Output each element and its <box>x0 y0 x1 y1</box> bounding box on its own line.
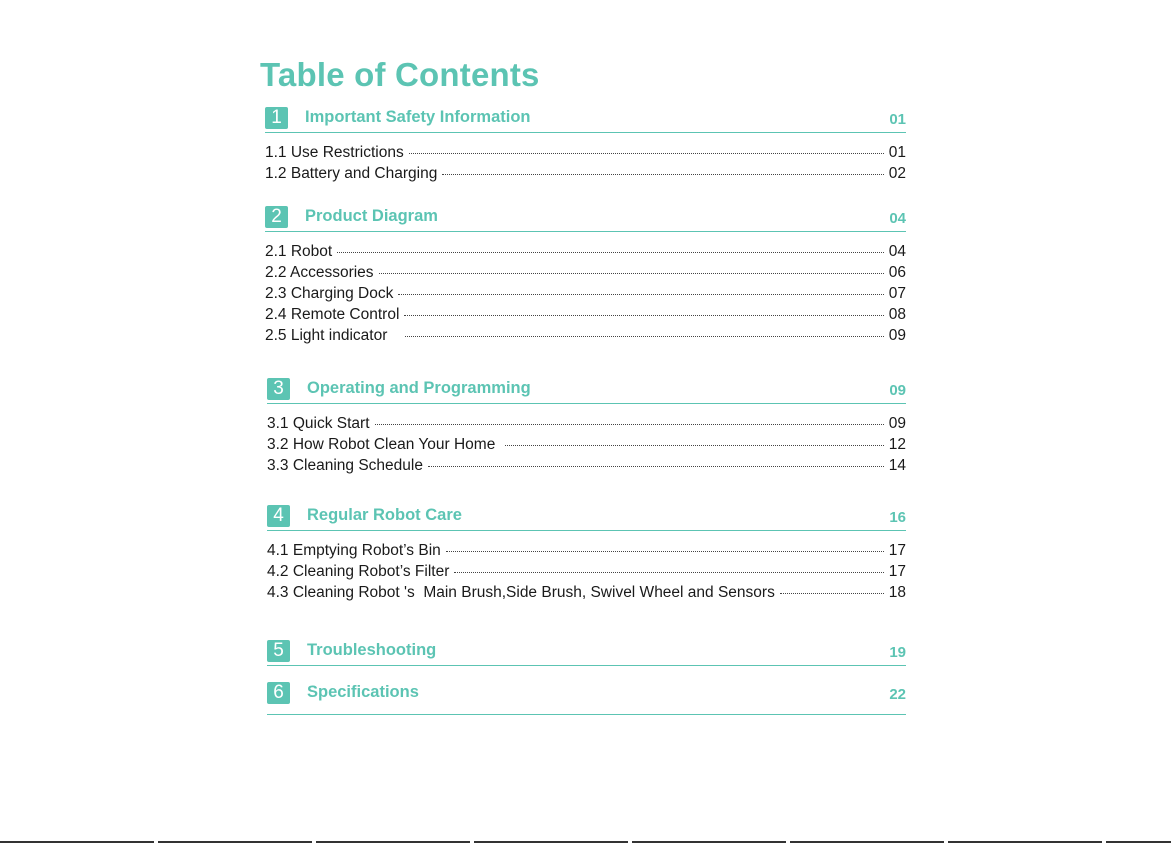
dot-leader <box>780 593 884 594</box>
entry-page-number: 07 <box>888 285 906 302</box>
section-number-badge: 3 <box>267 378 290 400</box>
dot-leader <box>337 252 884 253</box>
section-number-badge: 2 <box>265 206 288 228</box>
entry-label: 4.1 Emptying Robot’s Bin <box>267 542 441 559</box>
entry-label: 3.3 Cleaning Schedule <box>267 457 423 474</box>
section-title[interactable]: Product Diagram <box>305 207 438 225</box>
section-title[interactable]: Operating and Programming <box>307 379 531 397</box>
section-entries <box>265 144 906 186</box>
entry-page-number: 06 <box>888 264 906 281</box>
entry-page-number: 17 <box>888 542 906 559</box>
toc-entry[interactable] <box>265 327 906 348</box>
entry-page-number: 09 <box>888 327 906 344</box>
toc-entry[interactable] <box>267 415 906 436</box>
page-title: Table of Contents <box>260 56 540 93</box>
toc-entry[interactable] <box>267 584 906 605</box>
section-header[interactable] <box>265 205 906 232</box>
section-page-number: 04 <box>889 210 906 227</box>
section-page-number: 01 <box>889 111 906 128</box>
entry-page-number: 01 <box>888 144 906 161</box>
toc-entry[interactable] <box>265 144 906 165</box>
toc-entry[interactable] <box>265 243 906 264</box>
dot-leader <box>404 315 884 316</box>
entry-page-number: 18 <box>888 584 906 601</box>
dot-leader <box>409 153 884 154</box>
dot-leader <box>405 336 884 337</box>
toc-section-3 <box>267 377 906 478</box>
entry-page-number: 09 <box>888 415 906 432</box>
section-header[interactable] <box>267 377 906 404</box>
section-entries <box>265 243 906 348</box>
entry-label: 4.2 Cleaning Robot’s Filter <box>267 563 450 580</box>
section-page-number: 22 <box>889 686 906 703</box>
entry-label: 2.5 Light indicator <box>265 327 388 344</box>
section-header[interactable] <box>267 504 906 531</box>
toc-entry[interactable] <box>267 563 906 584</box>
section-entries <box>267 415 906 478</box>
toc-entry[interactable] <box>267 542 906 563</box>
section-title[interactable]: Troubleshooting <box>307 641 437 659</box>
entry-page-number: 02 <box>888 165 906 182</box>
entry-page-number: 14 <box>888 457 906 474</box>
dot-leader <box>428 466 884 467</box>
section-entries <box>267 542 906 605</box>
toc-entry[interactable] <box>265 165 906 186</box>
section-number-badge: 6 <box>267 682 290 704</box>
toc-section-2 <box>265 205 906 348</box>
toc-entry[interactable] <box>267 457 906 478</box>
section-number-badge: 4 <box>267 505 290 527</box>
dot-leader <box>454 572 884 573</box>
toc-entry[interactable] <box>265 264 906 285</box>
section-page-number: 16 <box>889 509 906 526</box>
entry-page-number: 04 <box>888 243 906 260</box>
section-header[interactable] <box>265 106 906 133</box>
section-header[interactable] <box>267 681 906 715</box>
section-page-number: 09 <box>889 382 906 399</box>
entry-label: 2.2 Accessories <box>265 264 374 281</box>
toc-section-1 <box>265 106 906 186</box>
section-title[interactable]: Specifications <box>307 683 419 701</box>
dot-leader <box>442 174 884 175</box>
section-number-badge: 5 <box>267 640 290 662</box>
entry-label: 3.2 How Robot Clean Your Home <box>267 436 496 453</box>
dot-leader <box>375 424 884 425</box>
dot-leader <box>398 294 884 295</box>
entry-label: 3.1 Quick Start <box>267 415 370 432</box>
section-title[interactable]: Regular Robot Care <box>307 506 462 524</box>
entry-label: 1.2 Battery and Charging <box>265 165 438 182</box>
entry-label: 2.3 Charging Dock <box>265 285 394 302</box>
toc-entry[interactable] <box>265 306 906 327</box>
section-header[interactable] <box>267 639 906 666</box>
entry-label: 2.1 Robot <box>265 243 333 260</box>
toc-entry[interactable] <box>267 436 906 457</box>
entry-page-number: 08 <box>888 306 906 323</box>
toc-entry[interactable] <box>265 285 906 306</box>
dot-leader <box>446 551 884 552</box>
entry-label: 1.1 Use Restrictions <box>265 144 404 161</box>
toc-section-6 <box>267 681 906 715</box>
toc-section-5 <box>267 639 906 666</box>
section-number-badge: 1 <box>265 107 288 129</box>
dot-leader <box>505 445 884 446</box>
entry-page-number: 17 <box>888 563 906 580</box>
dot-leader <box>379 273 884 274</box>
section-page-number: 19 <box>889 644 906 661</box>
toc-section-4 <box>267 504 906 605</box>
entry-label: 2.4 Remote Control <box>265 306 400 323</box>
entry-label: 4.3 Cleaning Robot 's Main Brush,Side Brush, Swivel Wheel and Sensors <box>267 584 775 601</box>
section-title[interactable]: Important Safety Information <box>305 108 531 126</box>
entry-page-number: 12 <box>888 436 906 453</box>
